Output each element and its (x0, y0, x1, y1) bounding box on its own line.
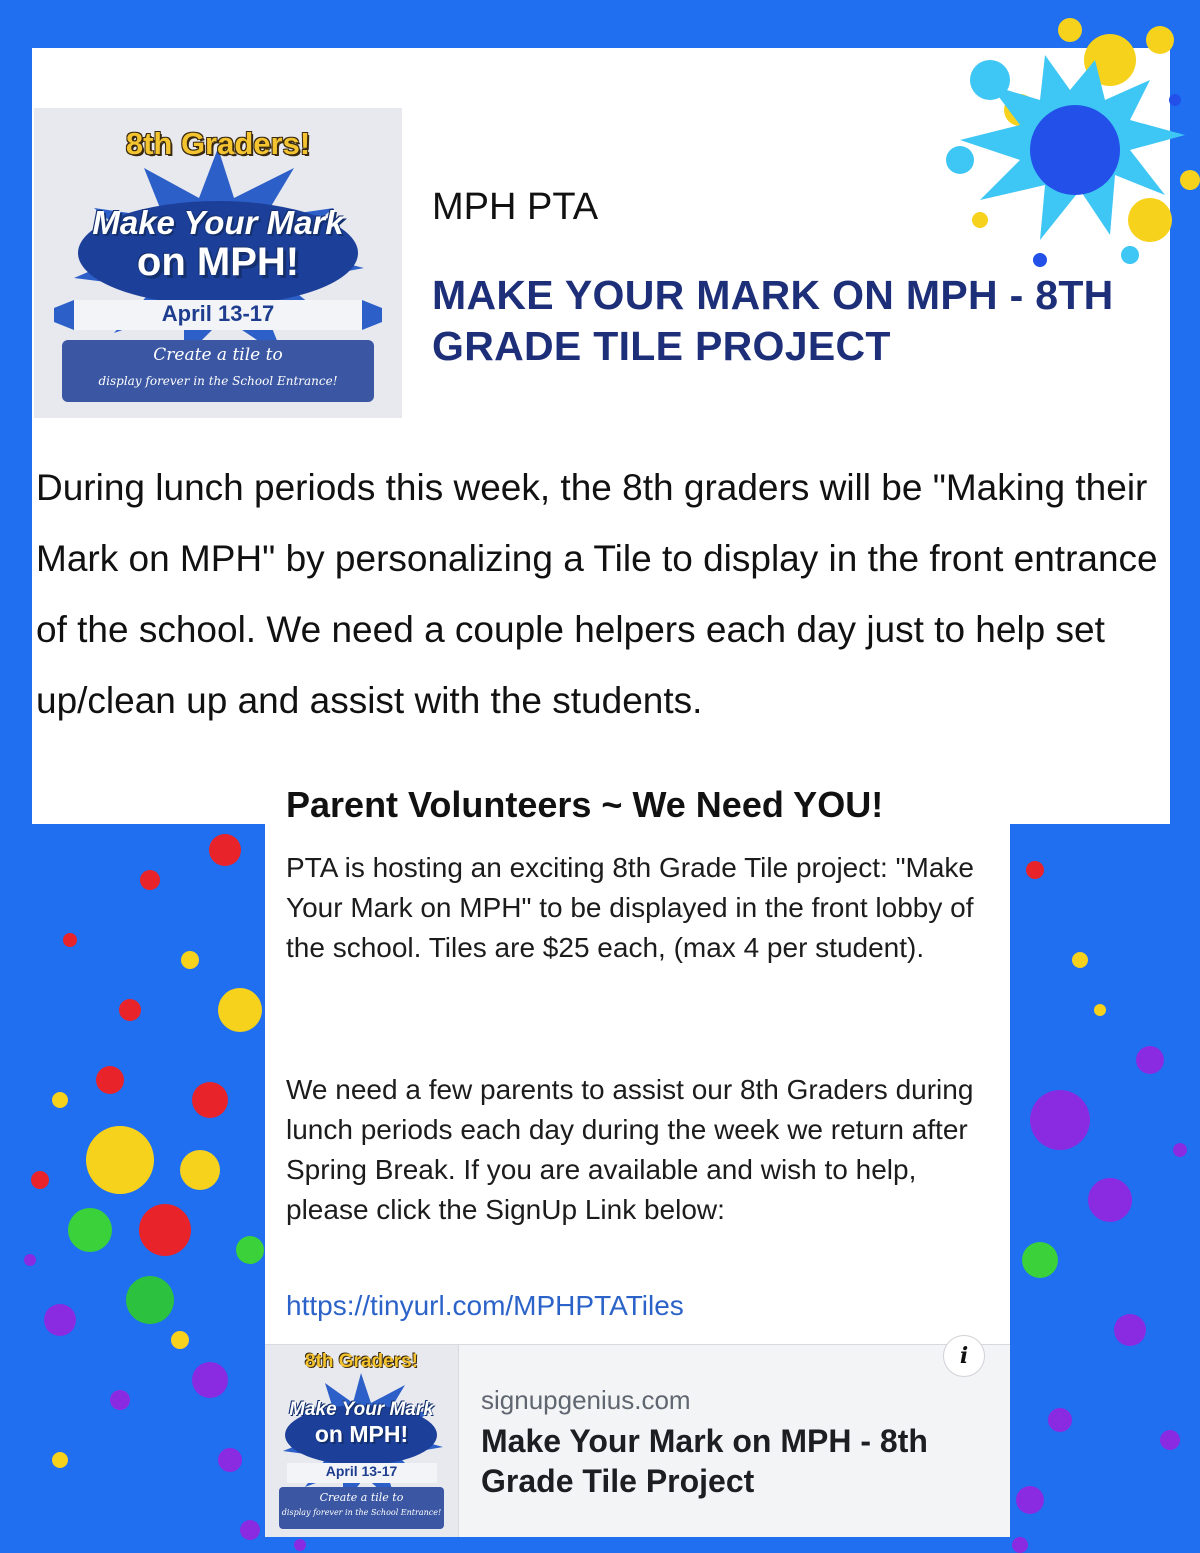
thumbnail-dates: April 13-17 (325, 1463, 398, 1479)
right-splatter (1016, 861, 1187, 1514)
poster-slogan: Make Your Mark (92, 204, 344, 241)
post-paragraph-1: PTA is hosting an exciting 8th Grade Tile project: "Make Your Mark on MPH" to be displayed in the front lobby of the school. Tiles are $25 each, (max 4 per student). (286, 852, 974, 963)
event-description: During lunch periods this week, the 8th graders will be "Making their Mark on MPH" by personalizing a Tile to display in the front entrance of the school. We need a couple helpers each day just to help set up/clean up and assist with the students. (36, 467, 1158, 721)
link-preview-domain: signupgenius.com (481, 1385, 691, 1415)
link-preview-thumbnail[interactable] (265, 1345, 459, 1537)
volunteer-post-card (265, 780, 1010, 1536)
thumbnail-tagline-1: Create a tile to (319, 1491, 404, 1504)
post-heading: Parent Volunteers ~ We Need YOU! (286, 784, 884, 825)
event-poster-image (34, 108, 402, 418)
left-splatter (24, 834, 264, 1540)
thumbnail-tagline-2: display forever in the School Entrance! (281, 1508, 442, 1517)
thumbnail-heading: 8th Graders! (305, 1351, 418, 1372)
organization-name: MPH PTA (432, 186, 599, 228)
link-preview-card[interactable] (265, 1344, 1010, 1537)
thumbnail-school: on MPH! (314, 1421, 409, 1447)
signup-link[interactable]: https://tinyurl.com/MPHPTATiles (286, 1290, 684, 1321)
poster-tagline-2: display forever in the School Entrance! (98, 374, 338, 388)
poster-tagline-1: Create a tile to (153, 345, 283, 365)
event-title: MAKE YOUR MARK ON MPH - 8TH GRADE TILE PROJECT (432, 272, 1114, 369)
thumbnail-slogan: Make Your Mark (289, 1399, 434, 1420)
link-preview-title[interactable]: Make Your Mark on MPH - 8th Grade Tile Project (481, 1423, 928, 1499)
top-right-paint-splash (920, 0, 1200, 290)
poster-heading: 8th Graders! (125, 126, 311, 161)
post-paragraph-2: We need a few parents to assist our 8th Graders during lunch periods each day during the week we return after Spring Break. If you are available and wish to help, please click the SignUp Link below: (286, 1074, 974, 1225)
info-icon[interactable]: i (943, 1335, 985, 1377)
bottom-splatter (294, 1537, 1028, 1553)
poster-school: on MPH! (136, 240, 300, 284)
poster-dates: April 13-17 (161, 301, 275, 326)
